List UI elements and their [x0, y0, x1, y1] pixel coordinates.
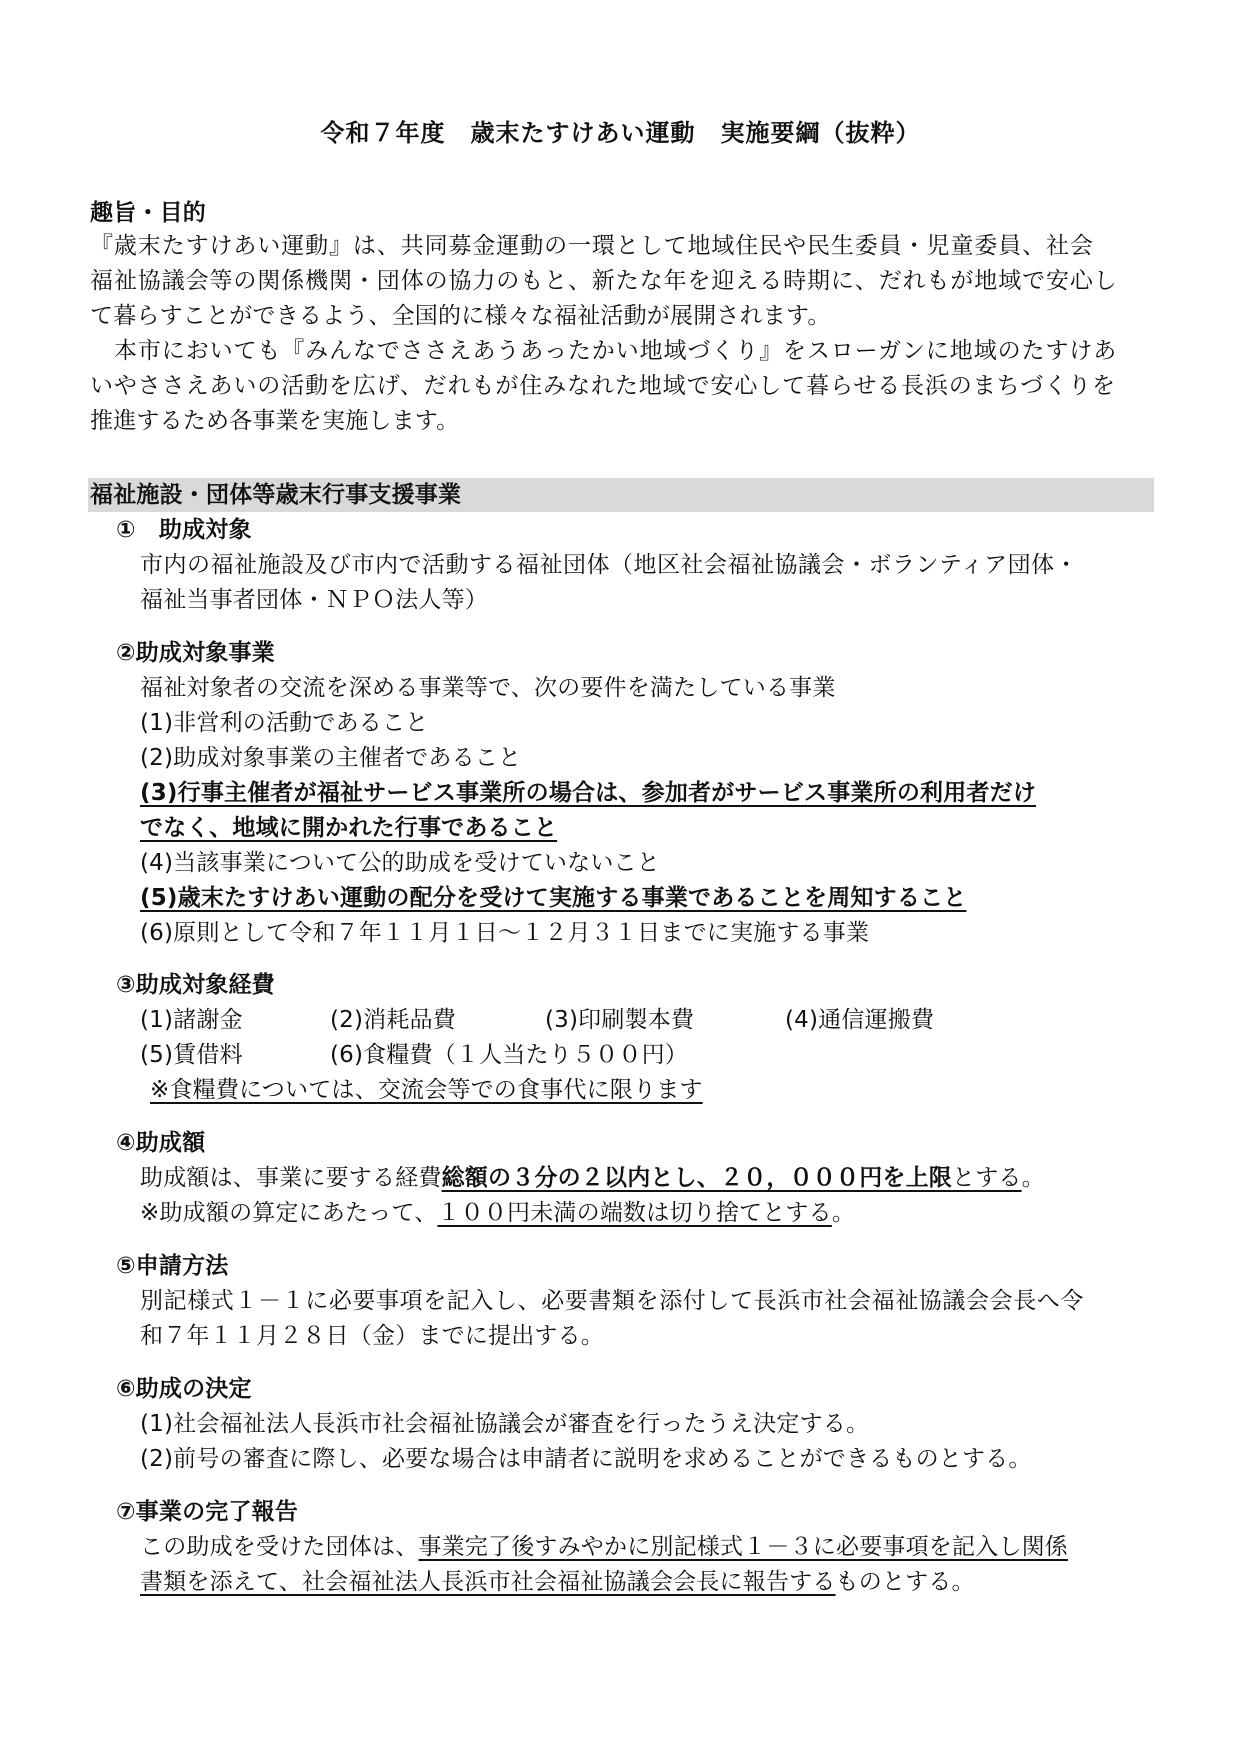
- purpose-line: て暮らすことができるよう、全国的に様々な福祉活動が展開されます。: [90, 303, 831, 329]
- subsection-heading-5: ⑤申請方法: [116, 1253, 229, 1279]
- grant-rounding-rule: １００円未満の端数は切り捨てとする: [437, 1200, 832, 1226]
- decision-item: (2)前号の審査に際し、必要な場合は申請者に説明を求めることができるものとする。: [140, 1446, 1032, 1472]
- purpose-line: いやささえあいの活動を広げ、だれもが住みなれた地域で安心して暮らせる長浜のまちづくりを: [90, 373, 1116, 399]
- requirement-item-emphasis: (3)行事主催者が福祉サービス事業所の場合は、参加者がサービス事業所の利用者だけ: [140, 780, 1037, 806]
- application-line: 和７年１１月２８日（金）までに提出する。: [140, 1323, 604, 1349]
- expense-note: ※食糧費については、交流会等での食事代に限ります: [150, 1077, 703, 1103]
- requirement-item: (4)当該事業について公的助成を受けていないこと: [140, 850, 660, 876]
- expense-item: (6)食糧費（１人当たり５００円）: [330, 1042, 688, 1068]
- purpose-heading: 趣旨・目的: [90, 200, 206, 226]
- requirement-item: (6)原則として令和７年１１月１日～１２月３１日までに実施する事業: [140, 920, 870, 946]
- subsection-heading-3: ③助成対象経費: [116, 972, 275, 998]
- subsection-heading-4: ④助成額: [116, 1130, 206, 1156]
- decision-item: (1)社会福祉法人長浜市社会福祉協議会が審査を行ったうえ決定する。: [140, 1411, 870, 1437]
- document-title: 令和７年度 歳末たすけあい運動 実施要綱（抜粋）: [320, 119, 921, 147]
- purpose-line: 本市においても『みんなでささえあうあったかい地域づくり』をスローガンに地域のたすけあ: [114, 338, 1118, 364]
- grant-amount-line: [140, 1163, 1045, 1193]
- application-line: 別記様式１－１に必要事項を記入し、必要書類を添付して長浜市社会福祉協議会会長へ令: [140, 1288, 1084, 1314]
- grant-amount-suffix: とする: [952, 1165, 1022, 1191]
- completion-report-line: [140, 1567, 975, 1597]
- purpose-line: 『歳末たすけあい運動』は、共同募金運動の一環として地域住民や民生委員・児童委員、社会: [90, 233, 1094, 259]
- section-heading: 福祉施設・団体等歳末行事支援事業: [90, 482, 462, 508]
- requirement-item-emphasis: でなく、地域に開かれた行事であること: [140, 815, 558, 841]
- grant-rounding-text: ※助成額の算定にあたって、: [140, 1200, 438, 1226]
- subsection-heading-1: ① 助成対象: [116, 517, 252, 543]
- subsection-1-line: 福祉当事者団体・ＮＰＯ法人等）: [140, 587, 488, 613]
- grant-amount-limit: 総額の３分の２以内とし、２０，０００円を上限: [441, 1165, 953, 1191]
- requirement-item: (1)非営利の活動であること: [140, 710, 429, 736]
- grant-amount-text: 助成額は、事業に要する経費: [140, 1165, 442, 1191]
- purpose-line: 福祉協議会等の関係機関・団体の協力のもと、新たな年を迎える時期に、だれもが地域で安心し: [90, 268, 1118, 294]
- subsection-2-intro: 福祉対象者の交流を深める事業等で、次の要件を満たしている事業: [140, 675, 836, 701]
- completion-report-text: この助成を受けた団体は、: [140, 1534, 419, 1560]
- subsection-heading-6: ⑥助成の決定: [116, 1376, 252, 1402]
- subsection-heading-2: ②助成対象事業: [116, 640, 275, 666]
- requirement-item: (2)助成対象事業の主催者であること: [140, 745, 522, 771]
- grant-amount-period: 。: [1021, 1165, 1045, 1191]
- expense-item: (2)消耗品費: [330, 1007, 456, 1033]
- expense-item: (3)印刷製本費: [545, 1007, 695, 1033]
- completion-report-text: ものとする。: [835, 1569, 975, 1595]
- expense-item: (4)通信運搬費: [785, 1007, 935, 1033]
- purpose-line: 推進するため各事業を実施します。: [90, 408, 460, 434]
- completion-report-line: [140, 1532, 1068, 1562]
- expense-item: (1)諸謝金: [140, 1007, 243, 1033]
- requirement-item-emphasis: (5)歳末たすけあい運動の配分を受けて実施する事業であることを周知すること: [140, 885, 967, 911]
- grant-rounding-line: [140, 1198, 855, 1228]
- subsection-heading-7: ⑦事業の完了報告: [116, 1499, 299, 1525]
- expense-item: (5)賃借料: [140, 1042, 243, 1068]
- completion-report-rule: 書類を添えて、社会福祉法人長浜市社会福祉協議会会長に報告する: [140, 1569, 836, 1595]
- completion-report-rule: 事業完了後すみやかに別記様式１－３に必要事項を記入し関係: [418, 1534, 1069, 1560]
- grant-rounding-period: 。: [831, 1200, 856, 1226]
- subsection-1-line: 市内の福祉施設及び市内で活動する福祉団体（地区社会福祉協議会・ボランティア団体・: [140, 552, 1079, 578]
